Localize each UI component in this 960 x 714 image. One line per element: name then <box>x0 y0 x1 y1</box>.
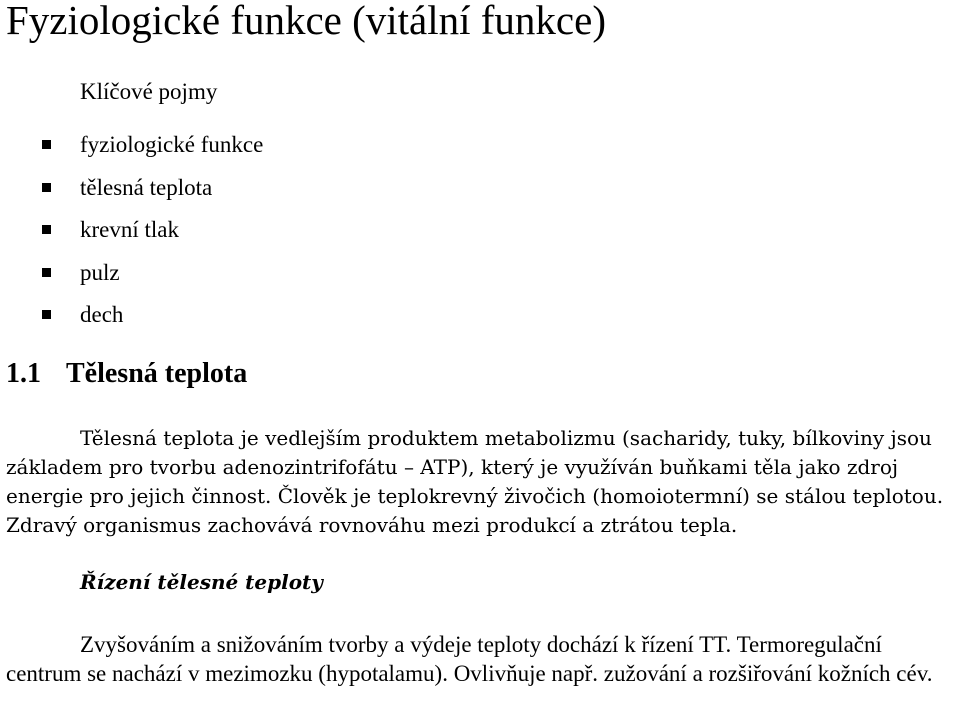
body-paragraph-2: Zvyšováním a snižováním tvorby a výdeje teploty dochází k řízení TT. Termoregulační centrum se nachází v mezimozku (hypotalamu). Ovlivňuje např. zužování a rozšiřování kožních cév. <box>6 632 933 686</box>
list-item <box>0 216 263 259</box>
list-item-label: dech <box>80 302 124 327</box>
section-title: Tělesná teplota <box>66 358 248 389</box>
list-item <box>0 131 263 174</box>
key-terms-heading: Klíčové pojmy <box>80 79 218 104</box>
list-item <box>0 174 263 217</box>
page-title: Fyziologické funkce (vitální funkce) <box>6 0 606 43</box>
list-item-label: tělesná teplota <box>80 174 213 200</box>
bullet-square-icon <box>42 183 51 192</box>
bullet-square-icon <box>42 225 51 234</box>
bullet-square-icon <box>42 140 51 149</box>
list-item-label: pulz <box>80 259 120 285</box>
body-paragraph: Tělesná teplota je vedlejším produktem metabolizmu (sacharidy, tuky, bílkoviny jsou základem pro tvorbu adenozintrifofátu – ATP), který je využíván buňkami těla jako zdroj energie pro jejich činnost. Člověk je teplokrevný živočich (homoiotermní) se stálou teplotou. Zdravý organismus zachovává rovnováhu mezi produkcí a ztrátou tepla. <box>6 426 944 537</box>
list-item <box>0 301 263 344</box>
subsection-heading: Řízení tělesné teploty <box>80 570 323 594</box>
bullet-square-icon <box>42 310 51 319</box>
key-terms-list <box>0 131 263 344</box>
section-heading <box>6 357 247 391</box>
list-item-label: krevní tlak <box>80 217 179 242</box>
bullet-square-icon <box>42 268 51 277</box>
list-item-label: fyziologické funkce <box>80 132 264 157</box>
list-item <box>0 259 263 302</box>
section-number: 1.1 <box>6 358 41 389</box>
